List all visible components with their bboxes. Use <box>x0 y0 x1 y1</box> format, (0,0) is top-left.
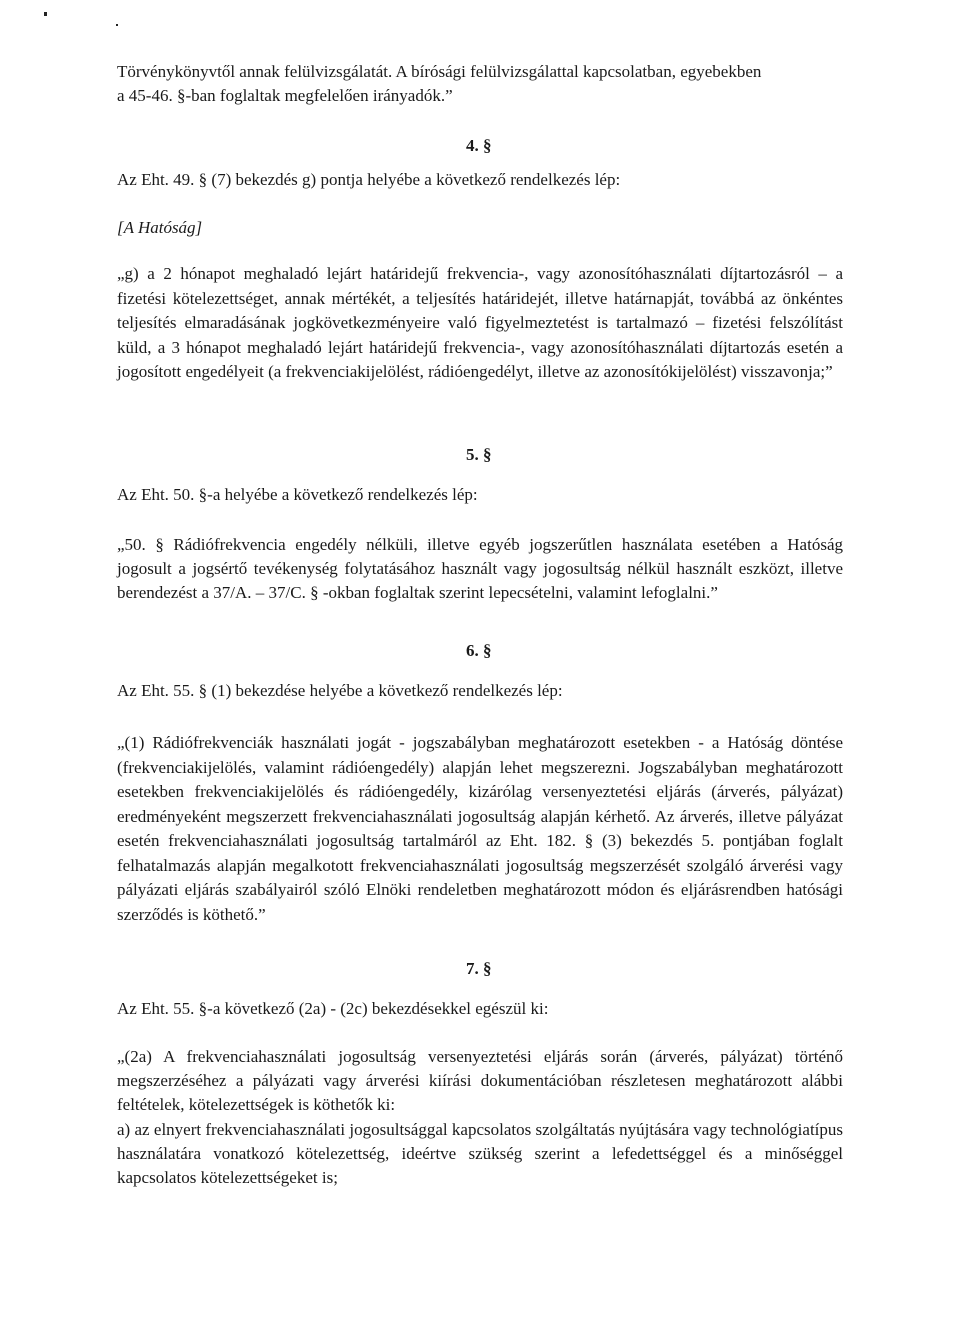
section-7-body: „(2a) A frekvenciahasználati jogosultság versenyeztetési eljárás során (árverés, pályázat) történő megszerzéséhez a pályázati vagy árverési kiírási dokumentációban részletesen meghatározott alábbi feltételek, kötelezettségek is köthetők ki: <box>117 1047 843 1114</box>
section-6-heading: 6. § <box>466 641 492 660</box>
section-7-item-a: a) az elnyert frekvenciahasználati jogosultsággal kapcsolatos szolgáltatás nyújtására vagy technológiatípus használatára vonatkozó kötelezettség, ideértve szükség szerint a lefedettséggel és a minőséggel kapcsolatos kötelezettségeket is; <box>117 1120 843 1187</box>
section-5-intro: Az Eht. 50. §-a helyébe a következő rendelkezés lép: <box>117 485 478 504</box>
section-7-intro: Az Eht. 55. §-a következő (2a) - (2c) bekezdésekkel egészül ki: <box>117 999 549 1018</box>
top-block-line-1: Törvénykönyvtől annak felülvizsgálatát. A bírósági felülvizsgálattal kapcsolatban, egyebekben <box>117 62 762 81</box>
section-6-body: „(1) Rádiófrekvenciák használati jogát - jogszabályban meghatározott esetekben - a Hatóság döntése (frekvenciakijelölés, valamint rádióengedély) alapján lehet megszerezni. Jogszabályban meghatározott esetekben frekvenciakijelölés és rádióengedély, kizárólag versenyeztetési eljárás (árverés, pályázat) eredményeként megszerzett frekvenciahasználati jogosultság alapján kérhető. Az árverés, illetve pályázat esetén frekvenciahasználati jogosultság tartalmáról az Eht. 182. § (3) bekezdés 5. pontjában foglalt felhatalmazás alapján megalkotott frekvenciahasználati jogosultság megszerzését szolgáló árverési vagy pályázati eljárás szabályairól szóló Elnöki rendeletben meghatározott módon és eljárásrendben hatósági szerződés is köthető.” <box>117 733 843 924</box>
section-5-heading: 5. § <box>466 445 492 464</box>
section-4-body: „g) a 2 hónapot meghaladó lejárt határidejű frekvencia-, vagy azonosítóhasználati díjtartozásról – a fizetési kötelezettséget, annak mértékét, a teljesítés határidejét, illetve határnapját, továbbá az önkéntes teljesítés elmaradásának jogkövetkezményeire való figyelmeztetést is tartalmazó – fizetési felszólítást küld, a 3 hónapot meghaladó lejárt határidejű frekvencia-, vagy azonosítóhasználati díjtartozás esetén a jogosított engedélyeit (a frekvenciakijelölést, rádióengedélyt, illetve az azonosítókijelölést) visszavonja;” <box>117 264 843 381</box>
section-4-bracket: [A Hatóság] <box>117 218 203 237</box>
section-6-intro: Az Eht. 55. § (1) bekezdése helyébe a következő rendelkezés lép: <box>117 681 563 700</box>
scan-speck <box>44 12 47 16</box>
section-4-heading: 4. § <box>466 136 492 155</box>
top-block-line-2: a 45-46. §-ban foglaltak megfelelően irányadók.” <box>117 86 453 105</box>
scan-speck <box>116 24 118 26</box>
section-4-intro: Az Eht. 49. § (7) bekezdés g) pontja helyébe a következő rendelkezés lép: <box>117 170 621 189</box>
section-7-heading: 7. § <box>466 959 492 978</box>
section-5-body: „50. § Rádiófrekvencia engedély nélküli, illetve egyéb jogszerűtlen használata esetében a Hatóság jogosult a jogsértő tevékenység folytatásához használt vagy jogosultság nélkül használt eszközt, illetve berendezést a 37/A. – 37/C. § -okban foglaltak szerint lepecsételni, valamint lefoglalni.” <box>117 535 843 602</box>
